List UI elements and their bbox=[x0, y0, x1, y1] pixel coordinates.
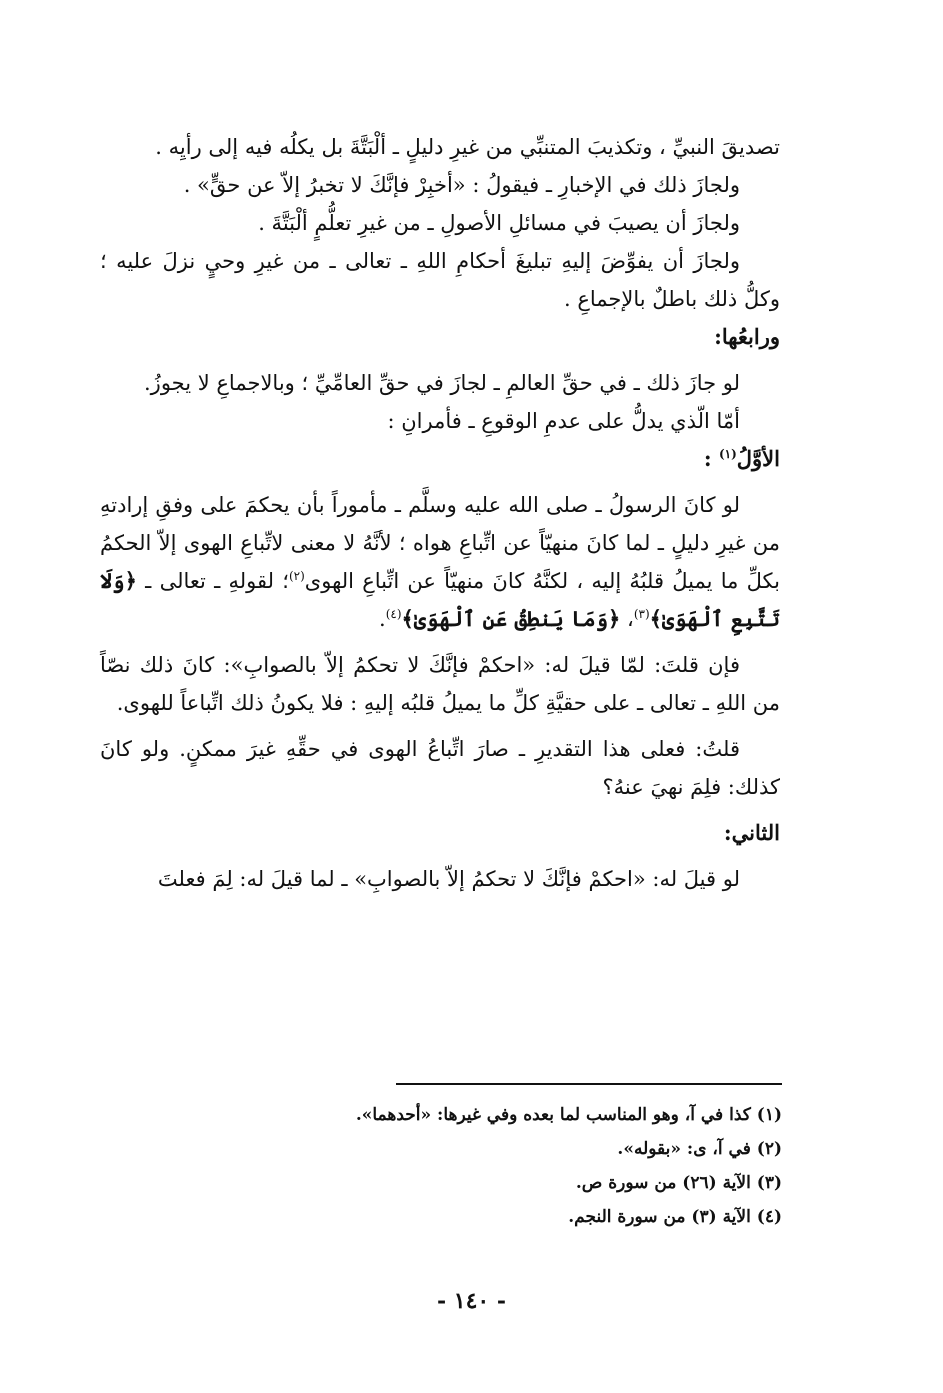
text-paragraph-8: فإن قلتَ: لمّا قيلَ له: «احكمْ فإنَّكَ لا تحكمُ إلاّ بالصوابِ»: كانَ ذلك نصّاً من اللهِ ـ تعالى ـ على حقيَّةِ كلِّ ما يميلُ قلبُه إليهِ : فلا يكونُ ذلك اتِّباعاً للهوى. bbox=[100, 653, 780, 715]
footnote-ref-2: (٢) bbox=[288, 569, 305, 583]
quran-verse-1: ﴿وَلَا تَتَّبِعِ ٱلْهَوَىٰ﴾ bbox=[100, 568, 780, 631]
text-line-6: أمّا الّذي يدلُّ على عدمِ الوقوعِ ـ فأمرانِ : bbox=[387, 409, 740, 433]
text-paragraph-7 bbox=[100, 486, 780, 638]
heading-first-label: الأوَّلُ bbox=[736, 446, 780, 471]
section-heading-fourth: ورابعُها: bbox=[714, 324, 780, 349]
footnote-ref-1: (١) bbox=[718, 447, 737, 461]
footnote-ref-4: (٤) bbox=[385, 607, 402, 621]
footnotes bbox=[100, 1098, 782, 1234]
text-line-3: ولجازَ أن يصيبَ في مسائلِ الأصولِ ـ من غيرِ تعلُّمٍ ألْبَتَّةَ . bbox=[258, 211, 740, 235]
paragraph-7-end: . bbox=[379, 607, 386, 631]
text-line-2: ولجازَ ذلك في الإخبارِ ـ فيقولُ : «أخبِرْ فإنَّكَ لا تخبرُ إلاّ عن حقٍّ» . bbox=[183, 173, 740, 197]
footnote-4: (٤) الآية (٣) من سورة النجم. bbox=[568, 1207, 782, 1227]
text-line-1: تصديقَ النبيِّ ، وتكذيبَ المتنبِّي من غيرِ دليلٍ ـ ألْبَتَّةَ بل يكلُه فيه إلى رأيِه . bbox=[155, 135, 780, 159]
text-paragraph-4: ولجازَ أن يفوِّضَ إليهِ تبليغَ أحكامِ اللهِ ـ تعالى ـ من غيرِ وحيٍ نزلَ عليه ؛ وكلُّ ذلك باطلٌ بالإجماعِ . bbox=[100, 249, 780, 311]
footnote-ref-3: (٣) bbox=[633, 607, 650, 621]
main-text bbox=[100, 128, 780, 898]
paragraph-7-part-2: ؛ لقولهِ ـ تعالى ـ bbox=[145, 569, 289, 593]
text-paragraph-9: قلتُ: فعلى هذا التقديرِ ـ صارَ اتِّباعُ الهوى في حقِّهِ غيرَ ممكنٍ. ولو كانَ كذلك: فلِمَ نهيَ عنهُ؟ bbox=[100, 737, 780, 799]
footnote-divider bbox=[396, 1083, 782, 1085]
footnote-1: (١) كذا في آ، وهو المناسب لما بعده وفي غيرها: «أحدهما». bbox=[355, 1105, 782, 1125]
text-paragraph-10: لو قيلَ له: «احكمْ فإنَّكَ لا تحكمُ إلاّ بالصوابِ» ـ لما قيلَ له: لِمَ فعلتَ bbox=[157, 867, 740, 891]
quran-verse-2: ﴿وَمَا يَنطِقُ عَنِ ٱلْهَوَىٰ﴾ bbox=[401, 606, 621, 631]
verse-separator: ، bbox=[627, 607, 634, 631]
heading-first-colon: : bbox=[703, 446, 712, 471]
section-heading-second: الثاني: bbox=[723, 820, 780, 845]
page-number: - ١٤٠ - bbox=[436, 1288, 507, 1314]
paragraph-7-part-1: لو كانَ الرسولُ ـ صلى الله عليه وسلَّم ـ مأموراً بأن يحكمَ على وفقِ إرادتهِ من غيرِ دليلٍ ـ لما كانَ منهيّاً عن اتِّباعِ هواه ؛ لأنَّهُ لا معنى لاتِّباعِ الهوى إلاّ الحكمُ بكلِّ ما يميلُ قلبُهُ إليه ، لكنَّهُ كانَ منهيّاً عن اتِّباعِ الهوى bbox=[100, 493, 780, 593]
footnote-3: (٣) الآية (٢٦) من سورة ص. bbox=[575, 1173, 782, 1193]
section-heading-first bbox=[100, 440, 780, 478]
text-paragraph-5: لو جازَ ذلك ـ في حقِّ العالمِ ـ لجازَ في حقِّ العامِّيِّ ؛ وبالاجماعِ لا يجوزُ. bbox=[144, 371, 740, 395]
footnote-2: (٢) في آ، ى: «بقوله». bbox=[617, 1139, 782, 1159]
